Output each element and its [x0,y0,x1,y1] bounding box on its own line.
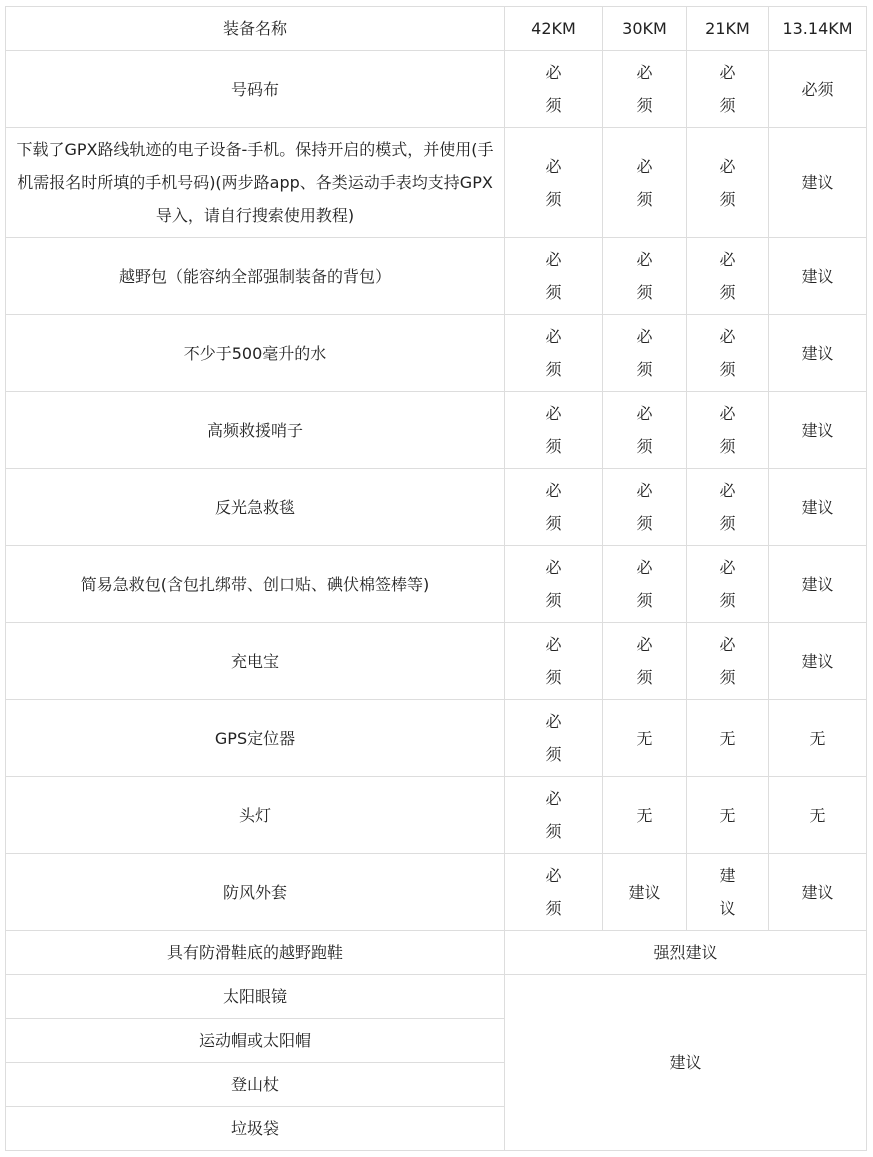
table-row [6,51,867,128]
value-21km: 必须 [687,315,769,392]
value-42km: 必须 [505,623,603,700]
value-21km: 必须 [687,623,769,700]
value-30km: 必须 [603,238,687,315]
header-42km: 42KM [505,7,603,51]
value-21km: 必须 [687,392,769,469]
value-30km: 必须 [603,623,687,700]
value-13-14km: 建议 [769,469,867,546]
item-name: 简易急救包(含包扎绑带、创口贴、碘伏棉签棒等) [6,546,505,623]
value-30km: 必须 [603,315,687,392]
value-30km: 必须 [603,546,687,623]
value-21km: 必须 [687,546,769,623]
value-30km: 必须 [603,128,687,238]
item-name: 越野包（能容纳全部强制装备的背包） [6,238,505,315]
equipment-table [5,6,867,1151]
value-30km: 无 [603,777,687,854]
item-name: 反光急救毯 [6,469,505,546]
value-30km: 建议 [603,854,687,931]
header-21km: 21KM [687,7,769,51]
item-name: 不少于500毫升的水 [6,315,505,392]
value-42km: 必须 [505,700,603,777]
value-13-14km: 建议 [769,392,867,469]
value-21km: 无 [687,700,769,777]
item-name: 头灯 [6,777,505,854]
item-name: 垃圾袋 [6,1107,505,1151]
item-name: GPS定位器 [6,700,505,777]
item-name: 号码布 [6,51,505,128]
item-name: 运动帽或太阳帽 [6,1019,505,1063]
value-13-14km: 建议 [769,315,867,392]
value-21km: 必须 [687,51,769,128]
value-13-14km: 建议 [769,238,867,315]
value-30km: 必须 [603,392,687,469]
table-row-group [6,975,867,1019]
table-row [6,623,867,700]
value-13-14km: 无 [769,700,867,777]
table-row [6,238,867,315]
value-30km: 必须 [603,51,687,128]
table-row [6,700,867,777]
table-row [6,469,867,546]
value-42km: 必须 [505,128,603,238]
value-13-14km: 建议 [769,623,867,700]
table-row [6,546,867,623]
value-all-distances: 强烈建议 [505,931,867,975]
value-30km: 必须 [603,469,687,546]
item-name: 充电宝 [6,623,505,700]
value-13-14km: 必须 [769,51,867,128]
value-13-14km: 建议 [769,128,867,238]
value-42km: 必须 [505,238,603,315]
value-30km: 无 [603,700,687,777]
item-name: 高频救援哨子 [6,392,505,469]
value-21km: 建议 [687,854,769,931]
value-42km: 必须 [505,469,603,546]
value-13-14km: 建议 [769,854,867,931]
value-13-14km: 无 [769,777,867,854]
value-42km: 必须 [505,392,603,469]
table-row [6,777,867,854]
header-equipment-name: 装备名称 [6,7,505,51]
value-21km: 无 [687,777,769,854]
header-30km: 30KM [603,7,687,51]
item-name: 太阳眼镜 [6,975,505,1019]
header-13-14km: 13.14KM [769,7,867,51]
value-13-14km: 建议 [769,546,867,623]
value-21km: 必须 [687,238,769,315]
value-21km: 必须 [687,469,769,546]
item-name: 具有防滑鞋底的越野跑鞋 [6,931,505,975]
table-row [6,315,867,392]
value-42km: 必须 [505,315,603,392]
table-row [6,392,867,469]
item-name: 登山杖 [6,1063,505,1107]
value-42km: 必须 [505,51,603,128]
table-row [6,128,867,238]
value-21km: 必须 [687,128,769,238]
item-name: 下载了GPX路线轨迹的电子设备-手机。保持开启的模式，并使用(手机需报名时所填的手机号码)(两步路app、各类运动手表均支持GPX导入，请自行搜索使用教程) [6,128,505,238]
table-row-merged [6,931,867,975]
value-42km: 必须 [505,546,603,623]
table-header-row [6,7,867,51]
value-42km: 必须 [505,854,603,931]
item-name: 防风外套 [6,854,505,931]
table-row [6,854,867,931]
value-42km: 必须 [505,777,603,854]
value-group-all-distances: 建议 [505,975,867,1151]
